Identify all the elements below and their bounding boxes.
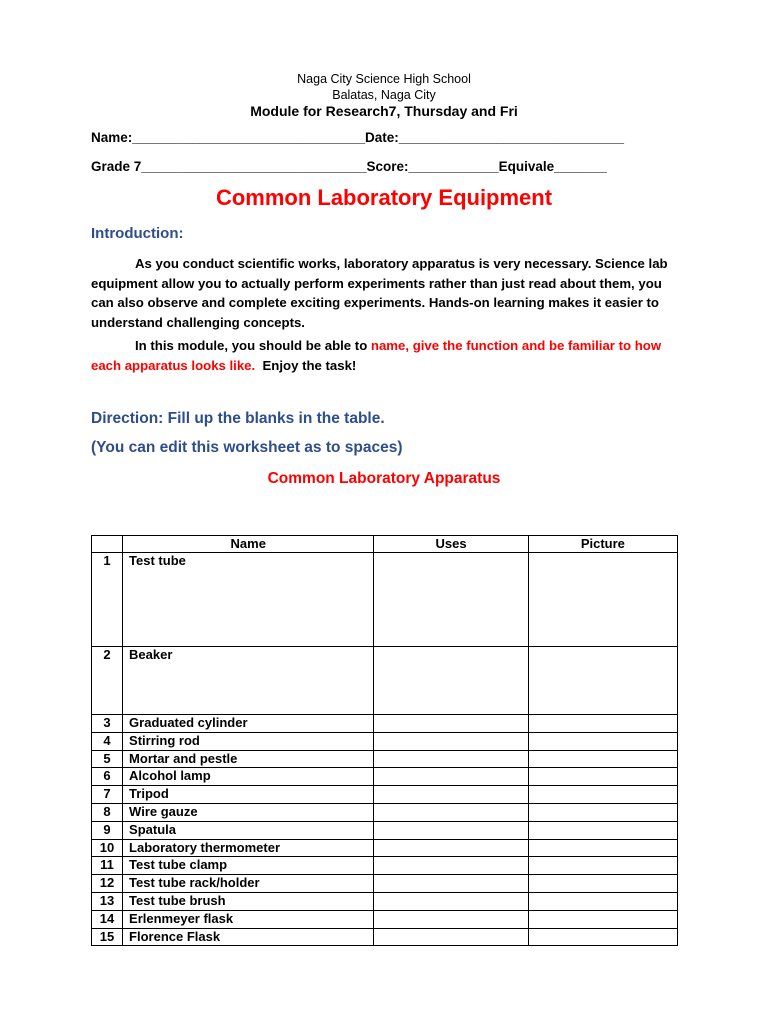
uses-cell[interactable] xyxy=(374,715,528,733)
uses-cell[interactable] xyxy=(374,647,528,715)
uses-cell[interactable] xyxy=(374,875,528,893)
row-number: 13 xyxy=(92,892,123,910)
table-row xyxy=(92,732,678,750)
uses-cell[interactable] xyxy=(374,892,528,910)
row-number: 6 xyxy=(92,768,123,786)
table-row xyxy=(92,857,678,875)
introduction-paragraph-1 xyxy=(91,254,676,332)
paragraph-2-end: Enjoy the task! xyxy=(255,357,357,373)
picture-cell[interactable] xyxy=(528,839,677,857)
uses-cell[interactable] xyxy=(374,928,528,946)
introduction-heading: Introduction: xyxy=(91,225,184,242)
uses-cell[interactable] xyxy=(374,553,528,647)
uses-cell[interactable] xyxy=(374,821,528,839)
uses-cell[interactable] xyxy=(374,839,528,857)
uses-cell[interactable] xyxy=(374,786,528,804)
row-number: 12 xyxy=(92,875,123,893)
row-number: 9 xyxy=(92,821,123,839)
row-number: 3 xyxy=(92,715,123,733)
picture-cell[interactable] xyxy=(528,553,677,647)
row-number: 15 xyxy=(92,928,123,946)
picture-cell[interactable] xyxy=(528,732,677,750)
picture-cell[interactable] xyxy=(528,750,677,768)
table-title: Common Laboratory Apparatus xyxy=(267,470,501,487)
direction-line-1: Direction: Fill up the blanks in the table. xyxy=(91,410,385,427)
table-row xyxy=(92,715,678,733)
direction-line-2: (You can edit this worksheet as to spaces) xyxy=(91,439,403,456)
row-number: 2 xyxy=(92,647,123,715)
table-row xyxy=(92,553,678,647)
paragraph-2-highlight: name, give the function and be familiar to how each apparatus looks like. xyxy=(91,338,662,373)
table-row xyxy=(92,768,678,786)
row-name: Graduated cylinder xyxy=(123,715,374,733)
table-row xyxy=(92,803,678,821)
picture-cell[interactable] xyxy=(528,647,677,715)
school-address: Balatas, Naga City xyxy=(332,88,436,102)
table-row xyxy=(92,821,678,839)
row-name: Florence Flask xyxy=(123,928,374,946)
introduction-paragraph-2 xyxy=(91,336,676,375)
row-number: 5 xyxy=(92,750,123,768)
row-number: 10 xyxy=(92,839,123,857)
page-title: Common Laboratory Equipment xyxy=(215,185,553,210)
apparatus-table xyxy=(91,535,678,946)
uses-cell[interactable] xyxy=(374,750,528,768)
header-number xyxy=(92,536,123,553)
row-number: 4 xyxy=(92,732,123,750)
picture-cell[interactable] xyxy=(528,821,677,839)
picture-cell[interactable] xyxy=(528,715,677,733)
header-name: Name xyxy=(123,536,374,553)
row-name: Test tube clamp xyxy=(123,857,374,875)
header-uses: Uses xyxy=(374,536,528,553)
introduction-paragraph-1-text: As you conduct scientific works, laboratory apparatus is very necessary. Science lab equipment allow you to actually perform experiments rather than just read about them, you can also observe and complete exciting experiments. Hands-on learning makes it easier to understand challenging concepts. xyxy=(91,256,668,330)
picture-cell[interactable] xyxy=(528,892,677,910)
header-picture: Picture xyxy=(528,536,677,553)
row-name: Beaker xyxy=(123,647,374,715)
row-name: Test tube brush xyxy=(123,892,374,910)
uses-cell[interactable] xyxy=(374,910,528,928)
uses-cell[interactable] xyxy=(374,803,528,821)
uses-cell[interactable] xyxy=(374,768,528,786)
picture-cell[interactable] xyxy=(528,768,677,786)
row-name: Mortar and pestle xyxy=(123,750,374,768)
table-row xyxy=(92,892,678,910)
row-name: Test tube xyxy=(123,553,374,647)
grade-score-field-row[interactable]: Grade 7______________________________Score:____________Equivale_______ xyxy=(91,159,607,174)
picture-cell[interactable] xyxy=(528,786,677,804)
row-number: 8 xyxy=(92,803,123,821)
table-row xyxy=(92,910,678,928)
picture-cell[interactable] xyxy=(528,910,677,928)
picture-cell[interactable] xyxy=(528,803,677,821)
paragraph-2-start: In this module, you should be able to xyxy=(135,338,371,353)
table-row xyxy=(92,786,678,804)
table-header-row xyxy=(92,536,678,553)
row-name: Test tube rack/holder xyxy=(123,875,374,893)
row-name: Wire gauze xyxy=(123,803,374,821)
uses-cell[interactable] xyxy=(374,857,528,875)
table-row xyxy=(92,647,678,715)
table-row xyxy=(92,928,678,946)
row-name: Spatula xyxy=(123,821,374,839)
table-row xyxy=(92,839,678,857)
table-row xyxy=(92,875,678,893)
picture-cell[interactable] xyxy=(528,928,677,946)
row-name: Erlenmeyer flask xyxy=(123,910,374,928)
module-title: Module for Research7, Thursday and Fri xyxy=(250,103,518,119)
row-number: 1 xyxy=(92,553,123,647)
uses-cell[interactable] xyxy=(374,732,528,750)
row-name: Stirring rod xyxy=(123,732,374,750)
row-name: Laboratory thermometer xyxy=(123,839,374,857)
row-number: 7 xyxy=(92,786,123,804)
row-name: Alcohol lamp xyxy=(123,768,374,786)
table-row xyxy=(92,750,678,768)
row-number: 14 xyxy=(92,910,123,928)
picture-cell[interactable] xyxy=(528,875,677,893)
row-name: Tripod xyxy=(123,786,374,804)
picture-cell[interactable] xyxy=(528,857,677,875)
row-number: 11 xyxy=(92,857,123,875)
name-date-field-row[interactable]: Name:_______________________________Date:______________________________ xyxy=(91,130,625,145)
school-name: Naga City Science High School xyxy=(297,72,471,86)
